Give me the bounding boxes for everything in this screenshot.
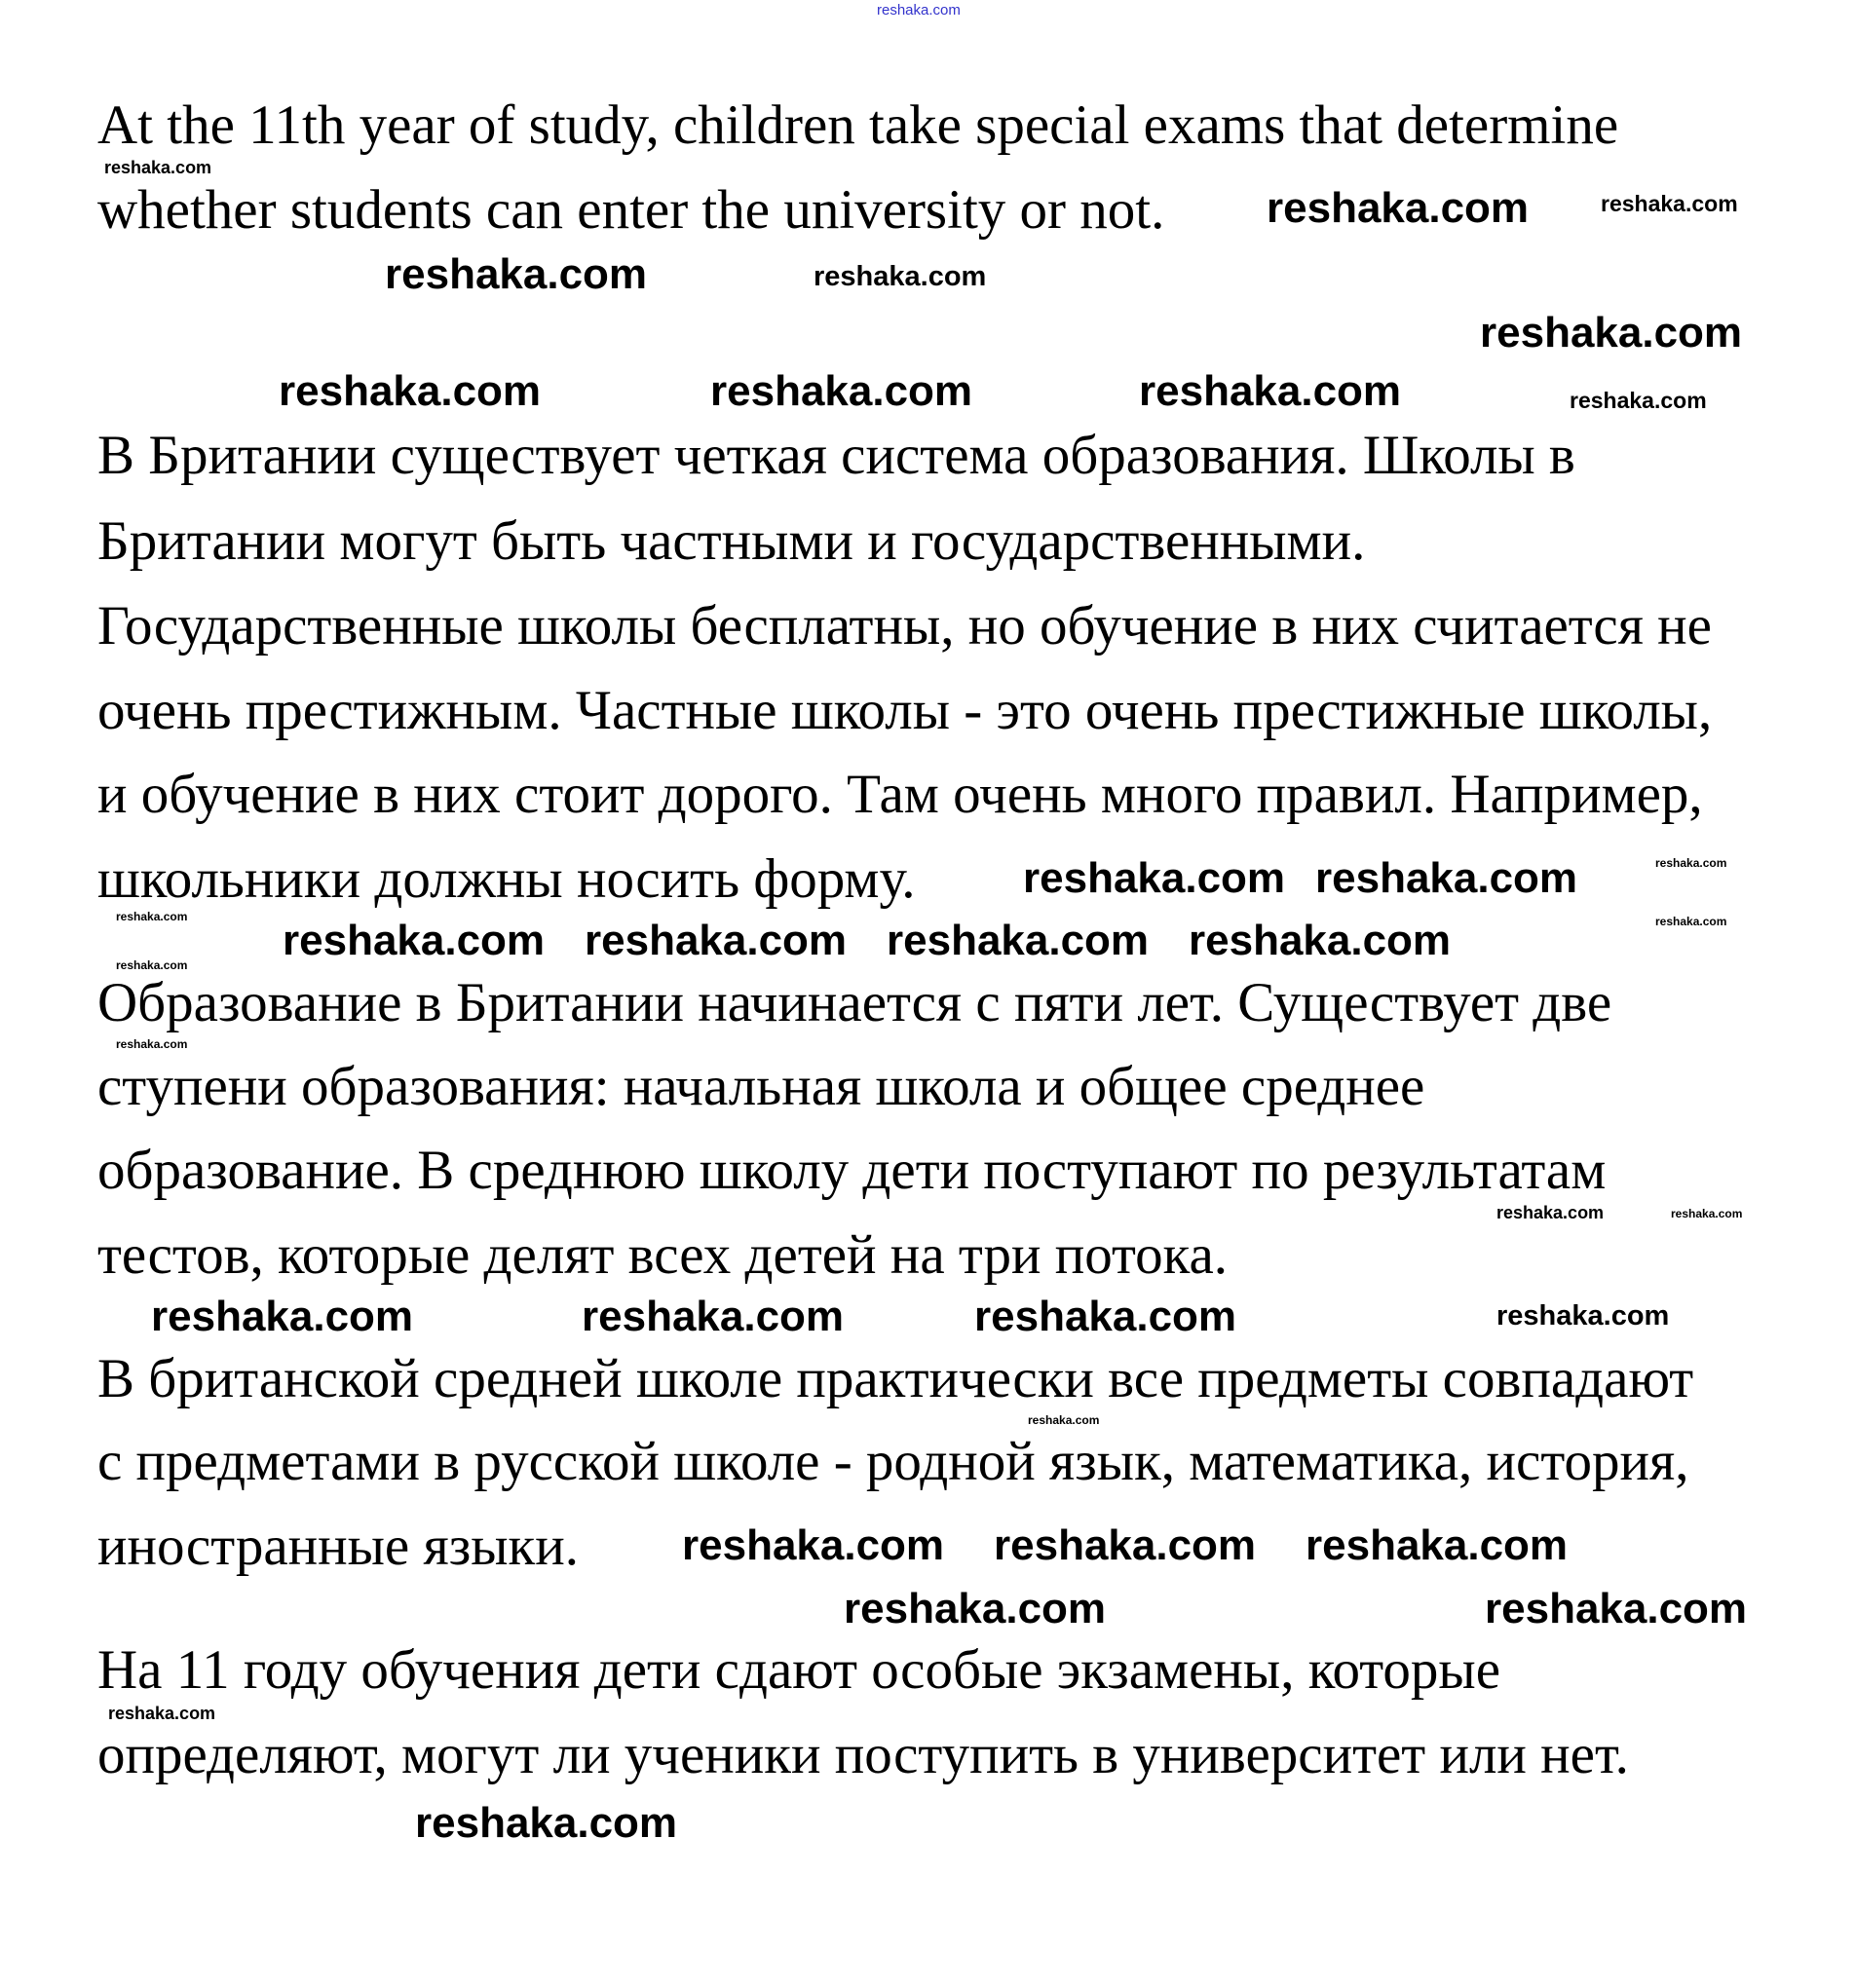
text-line: очень престижным. Частные школы - это очень престижные школы,: [97, 680, 1713, 741]
watermark: reshaka.com: [994, 1521, 1257, 1569]
watermark: reshaka.com: [1671, 1207, 1743, 1220]
watermark: reshaka.com: [1028, 1413, 1100, 1427]
header-link[interactable]: reshaka.com: [877, 2, 961, 19]
text-line: whether students can enter the university or not.: [97, 179, 1165, 241]
watermark: reshaka.com: [385, 250, 648, 298]
text-line: школьники должны носить форму.: [97, 848, 916, 910]
text-line: тестов, которые делят всех детей на три потока.: [97, 1224, 1229, 1286]
watermark: reshaka.com: [415, 1799, 678, 1847]
watermark: reshaka.com: [1139, 367, 1402, 415]
watermark: reshaka.com: [1655, 856, 1727, 870]
watermark: reshaka.com: [1306, 1521, 1569, 1569]
watermark: reshaka.com: [974, 1293, 1237, 1340]
watermark: reshaka.com: [585, 917, 848, 964]
watermark: reshaka.com: [1023, 854, 1286, 902]
watermark: reshaka.com: [887, 917, 1150, 964]
text-line: иностранные языки.: [97, 1516, 579, 1577]
watermark: reshaka.com: [1570, 388, 1707, 413]
watermark: reshaka.com: [1496, 1300, 1670, 1332]
watermark: reshaka.com: [682, 1521, 945, 1569]
text-line: ступени образования: начальная школа и общее среднее: [97, 1056, 1425, 1117]
watermark: reshaka.com: [116, 958, 188, 972]
watermark: reshaka.com: [283, 917, 546, 964]
watermark: reshaka.com: [1496, 1203, 1605, 1222]
watermark: reshaka.com: [710, 367, 973, 415]
watermark: reshaka.com: [1655, 915, 1727, 928]
watermark: reshaka.com: [1485, 1585, 1748, 1632]
text-line: определяют, могут ли ученики поступить в университет или нет.: [97, 1724, 1629, 1785]
watermark: reshaka.com: [814, 261, 987, 292]
text-line: Государственные школы бесплатны, но обучение в них считается не: [97, 595, 1712, 656]
watermark: reshaka.com: [279, 367, 542, 415]
watermark: reshaka.com: [844, 1585, 1107, 1632]
watermark: reshaka.com: [1480, 309, 1743, 356]
text-line: образование. В среднюю школу дети поступают по результатам: [97, 1140, 1607, 1201]
text-line: At the 11th year of study, children take special exams that determine: [97, 94, 1619, 156]
text-line: Британии могут быть частными и государственными.: [97, 510, 1366, 572]
watermark: reshaka.com: [108, 1704, 216, 1723]
watermark: reshaka.com: [116, 910, 188, 923]
watermark: reshaka.com: [1601, 191, 1738, 216]
watermark: reshaka.com: [1315, 854, 1578, 902]
watermark: reshaka.com: [116, 1037, 188, 1051]
text-line: В Британии существует четкая система образования. Школы в: [97, 425, 1575, 486]
watermark: reshaka.com: [104, 158, 212, 177]
watermark: reshaka.com: [1189, 917, 1452, 964]
text-line: с предметами в русской школе - родной язык, математика, история,: [97, 1431, 1689, 1492]
text-line: На 11 году обучения дети сдают особые экзамены, которые: [97, 1639, 1501, 1701]
watermark: reshaka.com: [151, 1293, 414, 1340]
text-line: Образование в Британии начинается с пяти лет. Существует две: [97, 972, 1612, 1033]
text-line: В британской средней школе практически все предметы совпадают: [97, 1348, 1694, 1409]
watermark: reshaka.com: [582, 1293, 845, 1340]
text-line: и обучение в них стоит дорого. Там очень много правил. Например,: [97, 764, 1703, 825]
watermark: reshaka.com: [1267, 184, 1530, 232]
